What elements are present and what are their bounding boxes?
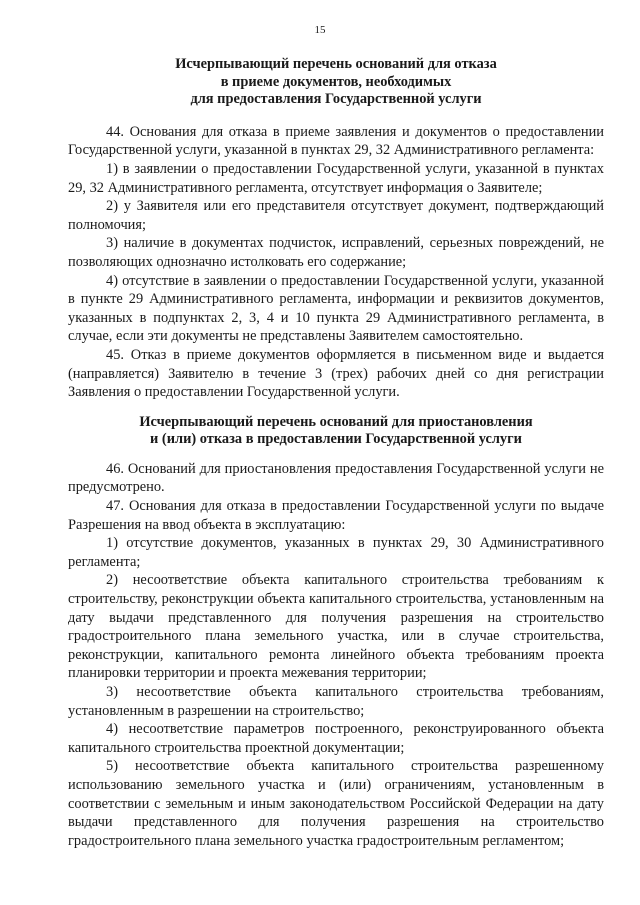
list-item-44-4: 4) отсутствие в заявлении о предоставлении Государственной услуги, указанной в пункте 29 Административного регламента, информации и реквизитов документов, указанных в подпунктах 2, 3, 4 и 10 пункта 29 Административного регламента, в случае, если эти документы не представлены Заявителем самостоятельно.: [68, 272, 604, 345]
heading-line: в приеме документов, необходимых: [220, 73, 452, 90]
section-heading-refusal-acceptance: [68, 56, 604, 109]
list-item-47-2: 2) несоответствие объекта капитального строительства требованиям к строительству, реконструкции объекта капитального строительства, установленным на дату выдачи представленного для получения разрешения на строительство градостроительного плана земельного участка, или в случае строительства, реконструкции, капитального ремонта линейного объекта требованиям проекта планировки территории и проекта межевания территории;: [68, 572, 604, 682]
list-item-47-3: 3) несоответствие объекта капитального строительства требованиям, установленным в разрешении на строительство;: [68, 684, 604, 719]
paragraph-46: 46. Оснований для приостановления предоставления Государственной услуги не предусмотрено.: [68, 460, 604, 496]
paragraph-47: 47. Основания для отказа в предоставлении Государственной услуги по выдаче Разрешения на ввод объекта в эксплуатацию:: [68, 498, 604, 533]
heading-line: для предоставления Государственной услуги: [190, 91, 482, 108]
list-item-44-3: 3) наличие в документах подчисток, исправлений, серьезных повреждений, не позволяющих однозначно истолковать его содержание;: [68, 235, 604, 270]
paragraph-44: 44. Основания для отказа в приеме заявления и документов о предоставлении Государственной услуги, указанной в пунктах 29, 32 Административного регламента:: [68, 123, 604, 159]
list-item-47-5: 5) несоответствие объекта капитального строительства разрешенному использованию земельного участка и (или) ограничениям, установленным в соответствии с земельным и иным законодательством Российской Федерации на дату выдачи представленного для получения разрешения на строительство градостроительного плана земельного участка градостроительным регламентом;: [68, 758, 604, 849]
list-item-47-1: 1) отсутствие документов, указанных в пунктах 29, 30 Административного регламента;: [68, 535, 604, 570]
section-heading-suspension-refusal: [68, 414, 604, 449]
list-item-44-1: 1) в заявлении о предоставлении Государственной услуги, указанной в пунктах 29, 32 Административного регламента, отсутствует информация о Заявителе;: [68, 160, 604, 196]
document-body: [68, 56, 604, 850]
list-item-44-2: 2) у Заявителя или его представителя отсутствует документ, подтверждающий полномочия;: [68, 198, 604, 233]
heading-line: Исчерпывающий перечень оснований для отказа: [175, 56, 497, 72]
list-item-47-4: 4) несоответствие параметров построенного, реконструированного объекта капитального строительства проектной документации;: [68, 721, 604, 756]
page-number: 15: [314, 24, 326, 36]
heading-line: и (или) отказа в предоставлении Государственной услуги: [150, 431, 522, 448]
heading-line: Исчерпывающий перечень оснований для приостановления: [139, 413, 533, 430]
paragraph-45: 45. Отказ в приеме документов оформляется в письменном виде и выдается (направляется) Заявителю в течение 3 (трех) рабочих дней со дня регистрации Заявления о предоставлении Государственной услуги.: [68, 346, 604, 401]
